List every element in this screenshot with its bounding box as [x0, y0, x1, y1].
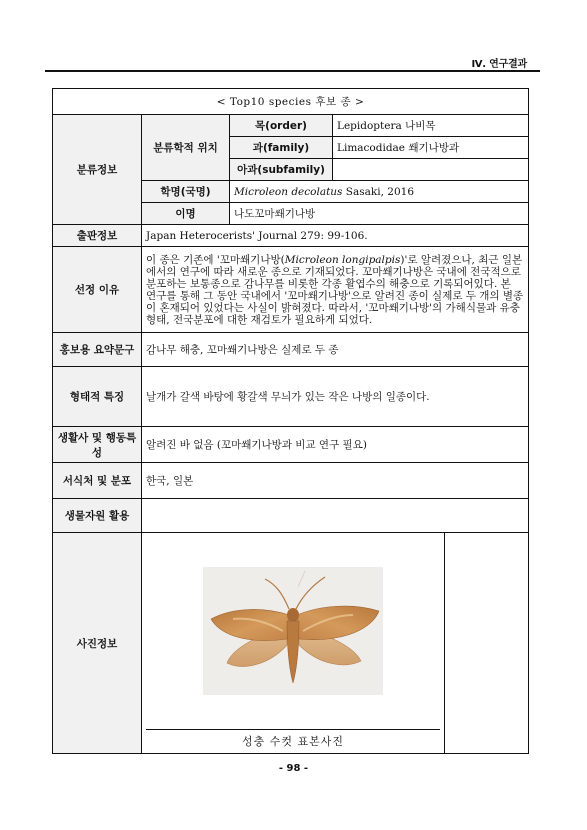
photo-caption: 성충 수컷 표본사진 — [146, 729, 440, 753]
habitat-label: 서식처 및 분포 — [53, 463, 142, 499]
ecology-label: 생활사 및 행동특성 — [53, 427, 142, 463]
promo-summary-value: 감나무 해충, 꼬마쐐기나방은 실제로 두 종 — [142, 333, 529, 367]
reason-text-2: )'로 알려졌으나, 최근 일본에서의 연구에 따라 새로운 종으로 기재되었다. 꼬마쐐기나방은 국내에 전국적으로 분포하는 보통종으로 감나무를 비롯한 각종 활엽수의 해충으로 기록되어있다. 본 연구를 통해 그 동안 국내에서 '꼬마쐐기나방'으로 알려진 종이 실제로 두 개의 별종이 혼재되어 있었다는 사실이 밝혀졌다. 따라서, '꼬마쐐기나방'의 가해식물과 유충 형태, 전국분포에 대한 재검토가 필요하게 되었다. — [146, 253, 524, 326]
photo-cell — [142, 533, 445, 754]
family-label: 과(family) — [230, 137, 333, 159]
promo-summary-label: 홍보용 요약문구 — [53, 333, 142, 367]
subfamily-label: 아과(subfamily) — [230, 159, 333, 181]
reason-text-1: 이 종은 기존에 '꼬마쐐기나방( — [146, 253, 285, 266]
selection-reason-label: 선정 이유 — [53, 247, 142, 333]
korean-name-value: 나도꼬마쐐기나방 — [230, 203, 529, 225]
morphology-label: 형태적 특징 — [53, 367, 142, 427]
photo-area — [146, 533, 440, 729]
reason-text-italic: Microleon longipalpis — [284, 253, 401, 266]
scientific-name-author: Sasaki, 2016 — [342, 185, 415, 198]
form-title — [53, 89, 529, 115]
title-suffix: 후보 종 > — [311, 96, 365, 108]
korean-name-label: 이명 — [142, 203, 230, 225]
page-number: - 98 - — [278, 763, 309, 774]
photo-info-label: 사진정보 — [53, 533, 142, 754]
habitat-value: 한국, 일본 — [142, 463, 529, 499]
order-label: 목(order) — [230, 115, 333, 137]
bioresource-value — [142, 499, 529, 533]
title-prefix: < — [216, 96, 230, 108]
subfamily-value — [333, 159, 529, 181]
family-value: Limacodidae 쐐기나방과 — [333, 137, 529, 159]
species-info-table — [52, 88, 529, 754]
section-header: Ⅳ. 연구결과 — [471, 59, 527, 70]
bioresource-label: 생물자원 활용 — [53, 499, 142, 533]
title-main: Top10 species — [229, 96, 312, 108]
order-value: Lepidoptera 나비목 — [333, 115, 529, 137]
moth-specimen-photo — [203, 567, 383, 695]
ecology-value: 알려진 바 없음 (꼬마쐐기나방과 비교 연구 필요) — [142, 427, 529, 463]
header-rule — [45, 70, 540, 72]
selection-reason-value — [142, 247, 529, 333]
publication-label: 출판정보 — [53, 225, 142, 247]
photo-cell-empty — [445, 533, 529, 754]
morphology-value: 날개가 갈색 바탕에 황갈색 무늬가 있는 작은 나방의 일종이다. — [142, 367, 529, 427]
publication-value: Japan Heterocerists' Journal 279: 99-106. — [142, 225, 529, 247]
taxonomic-position-label: 분류학적 위치 — [142, 115, 230, 181]
moth-icon — [203, 567, 383, 695]
scientific-name-label: 학명(국명) — [142, 181, 230, 203]
scientific-name-italic: Microleon decolatus — [234, 185, 343, 198]
classification-label: 분류정보 — [53, 115, 142, 225]
scientific-name-value — [230, 181, 529, 203]
